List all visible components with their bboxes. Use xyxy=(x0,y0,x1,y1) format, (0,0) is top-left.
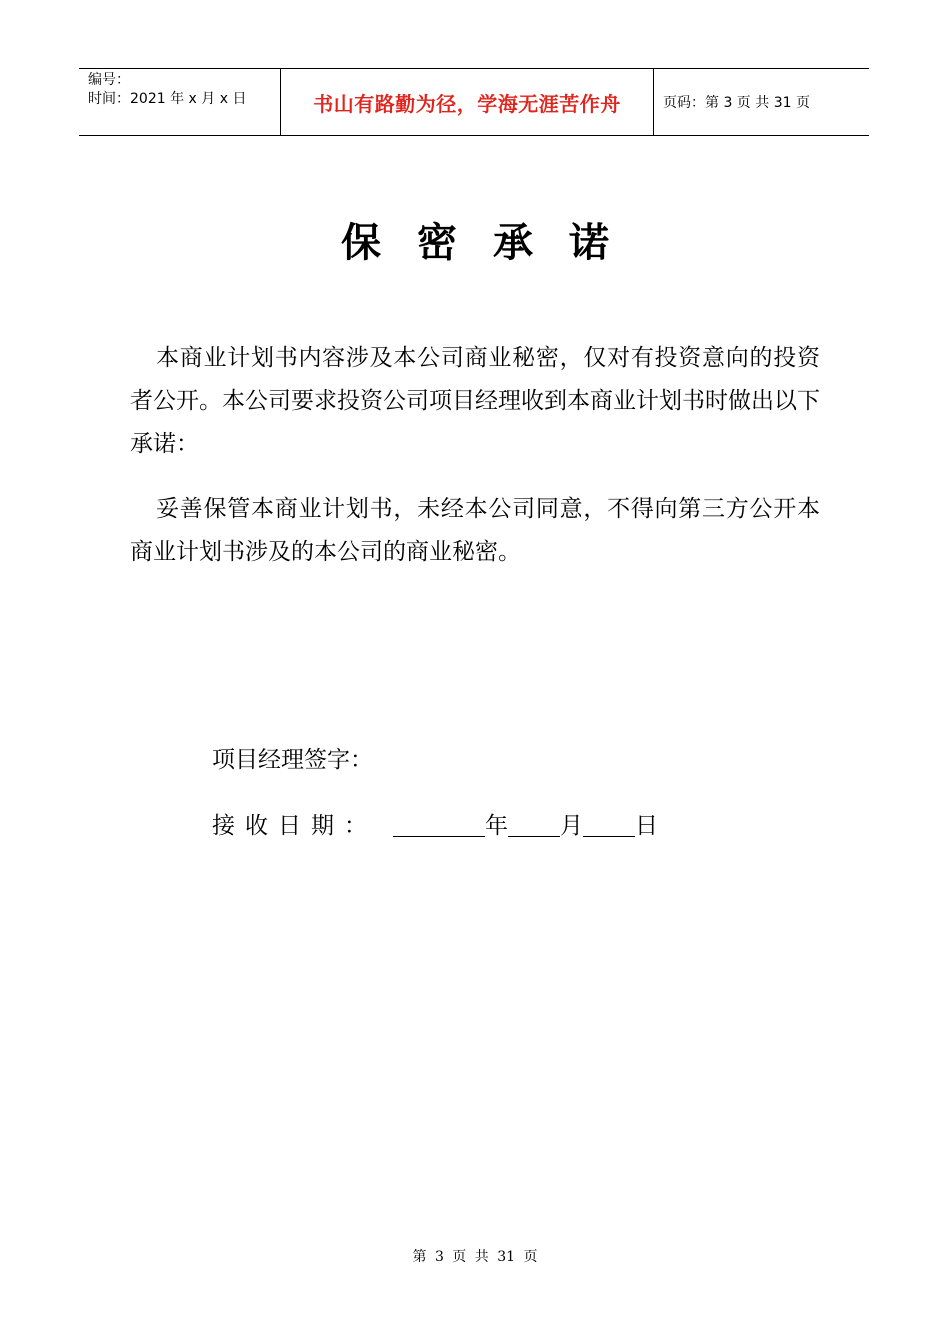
document-title: 保密承诺 xyxy=(341,219,645,266)
month-blank[interactable] xyxy=(508,810,560,837)
receive-date-line xyxy=(212,806,658,845)
header-page-cell xyxy=(654,69,869,135)
document-time-label: 时间：2021 年 x 月 x 日 xyxy=(88,91,247,107)
header-motto: 书山有路勤为径，学海无涯苦作舟 xyxy=(313,91,621,116)
page-footer: 第 3 页 共 31 页 xyxy=(412,1249,538,1265)
page-header xyxy=(79,68,869,136)
month-unit: 月 xyxy=(560,813,583,839)
year-unit: 年 xyxy=(485,813,508,839)
receive-date-label: 接收日期： xyxy=(212,813,377,839)
commitment-paragraph-2: 妥善保管本商业计划书，未经本公司同意，不得向第三方公开本商业计划书涉及的本公司的商业秘密。 xyxy=(130,496,820,565)
signature-label: 项目经理签字： xyxy=(212,747,373,773)
header-page-info: 页码：第 3 页 共 31 页 xyxy=(663,95,810,111)
commitment-paragraph-1: 本商业计划书内容涉及本公司商业秘密，仅对有投资意向的投资者公开。本公司要求投资公司项目经理收到本商业计划书时做出以下承诺： xyxy=(130,345,820,457)
day-blank[interactable] xyxy=(583,810,635,837)
header-motto-cell xyxy=(280,69,654,135)
header-meta-cell xyxy=(79,69,280,135)
document-number-label: 编号： xyxy=(88,72,130,88)
year-blank[interactable] xyxy=(393,810,485,837)
day-unit: 日 xyxy=(635,813,658,839)
